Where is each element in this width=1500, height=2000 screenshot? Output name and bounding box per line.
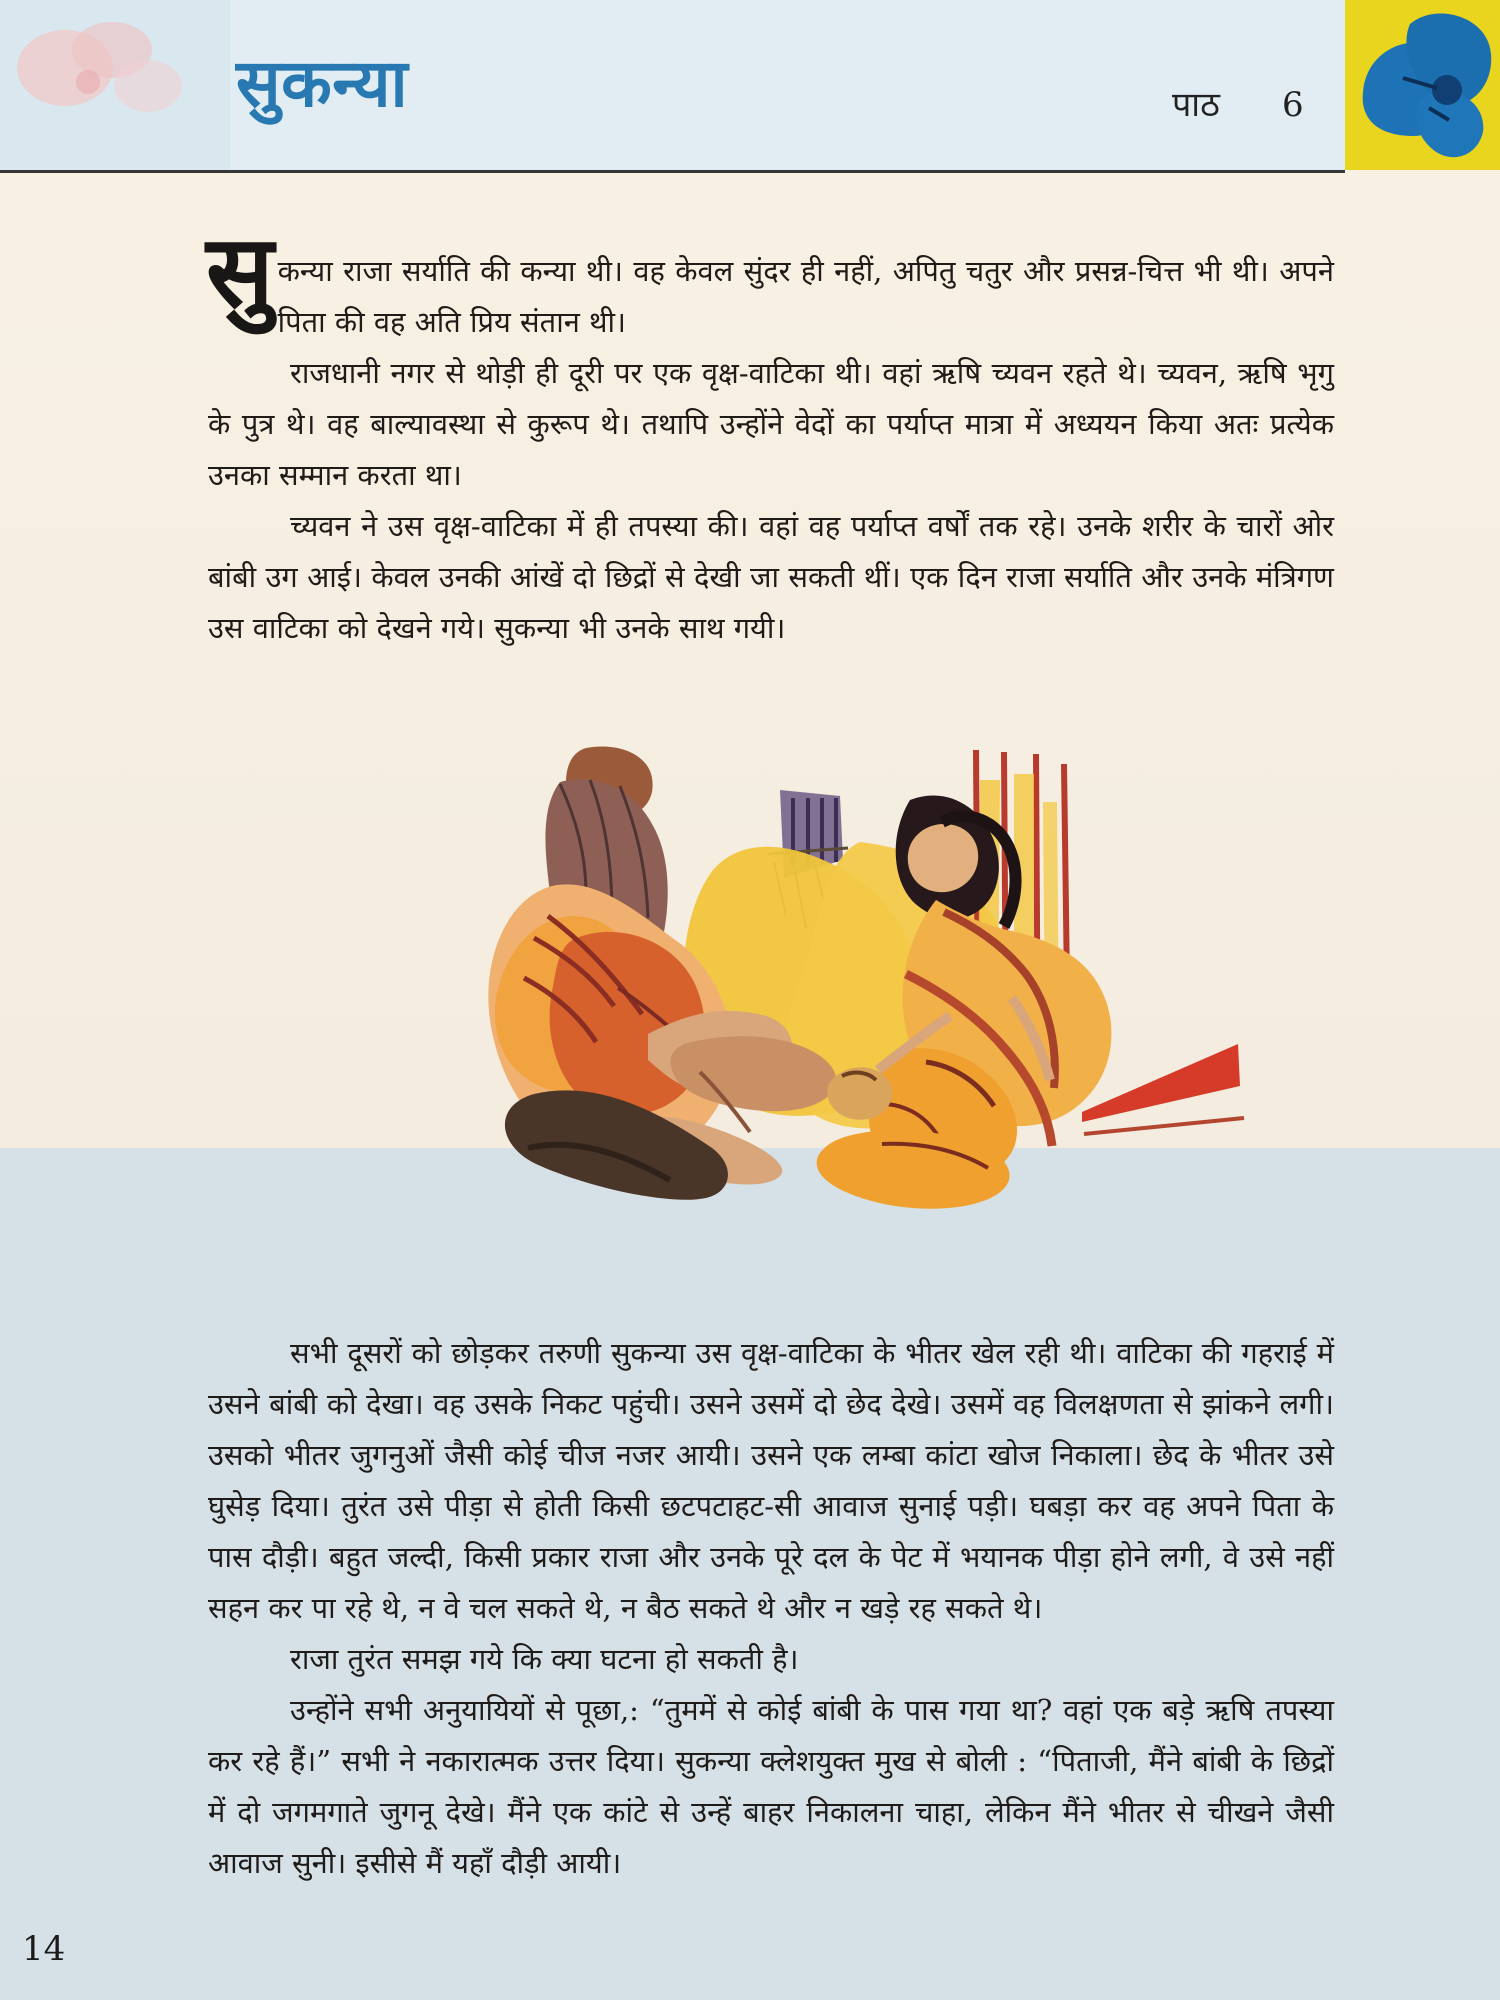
flower-decoration-panel [1345,0,1500,170]
drop-cap: सु [206,212,274,330]
story-paragraph-1 [206,212,1334,348]
story-text-bottom [208,1328,1334,1889]
lesson-label: पाठ [1172,85,1220,125]
story-illustration [458,730,1290,1250]
story-paragraph-3: च्यवन ने उस वृक्ष-वाटिका में ही तपस्या की। वहां वह पर्याप्त वर्षों तक रहे। उनके शरीर के चारों ओर बांबी उग आई। केवल उनकी आंखें दो छिद्रों से देखी जा सकती थीं। एक दिन राजा सर्याति और उनके मंत्रिगण उस वाटिका को देखने गये। सुकन्या भी उनके साथ गयी। [208,509,1334,645]
story-text-top [206,212,1334,654]
sage-and-girl-illustration [458,730,1290,1250]
header-rule [0,170,1345,173]
story-paragraph-2: राजधानी नगर से थोड़ी ही दूरी पर एक वृक्ष-वाटिका थी। वहां ऋषि च्यवन रहते थे। च्यवन, ऋषि भृगु के पुत्र थे। वह बाल्यावस्था से कुरूप थे। तथापि उन्होंने वेदों का पर्याप्त मात्रा में अध्ययन किया अतः प्रत्येक उनका सम्मान करता था। [208,356,1334,492]
story-paragraph-4: सभी दूसरों को छोड़कर तरुणी सुकन्या उस वृक्ष-वाटिका के भीतर खेल रही थी। वाटिका की गहराई में उसने बांबी को देखा। वह उसके निकट पहुंची। उसने उसमें दो छेद देखे। उसमें वह विलक्षणता से झांकने लगी। उसको भीतर जुगनुओं जैसी कोई चीज नजर आयी। उसने एक लम्बा कांटा खोज निकाला। छेद के भीतर उसे घुसेड़ दिया। तुरंत उसे पीड़ा से होती किसी छटपटाहट-सी आवाज सुनाई पड़ी। घबड़ा कर वह अपने पिता के पास दौड़ी। बहुत जल्दी, किसी प्रकार राजा और उनके पूरे दल के पेट में भयानक पीड़ा होने लगी, वे उसे नहीं सहन कर पा रहे थे, न वे चल सकते थे, न बैठ सकते थे और न खड़े रह सकते थे। [208,1336,1334,1625]
lesson-number: 6 [1282,85,1304,125]
page-number: 14 [22,1929,66,1969]
flower-icon [1345,0,1500,170]
chapter-title: सुकन्या [236,45,409,122]
story-paragraph-6: उन्होंने सभी अनुयायियों से पूछा,: “तुममें से कोई बांबी के पास गया था? वहां एक बड़े ऋषि तपस्या कर रहे हैं।” सभी ने नकारात्मक उत्तर दिया। सुकन्या क्लेशयुक्त मुख से बोली : “पिताजी, मैंने बांबी के छिद्रों में दो जगमगाते जुगनू देखे। मैंने एक कांटे से उन्हें बाहर निकालना चाहा, लेकिन मैंने भीतर से चीखने जैसी आवाज सुनी। इसीसे मैं यहाँ दौड़ी आयी। [208,1693,1334,1880]
story-paragraph-1-text: कन्या राजा सर्याति की कन्या थी। वह केवल सुंदर ही नहीं, अपितु चतुर और प्रसन्न-चित्त भी थी। अपने पिता की वह अति प्रिय संतान थी। [277,254,1334,339]
top-left-decorative-band [0,0,230,170]
story-paragraph-5: राजा तुरंत समझ गये कि क्या घटना हो सकती है। [290,1642,799,1676]
